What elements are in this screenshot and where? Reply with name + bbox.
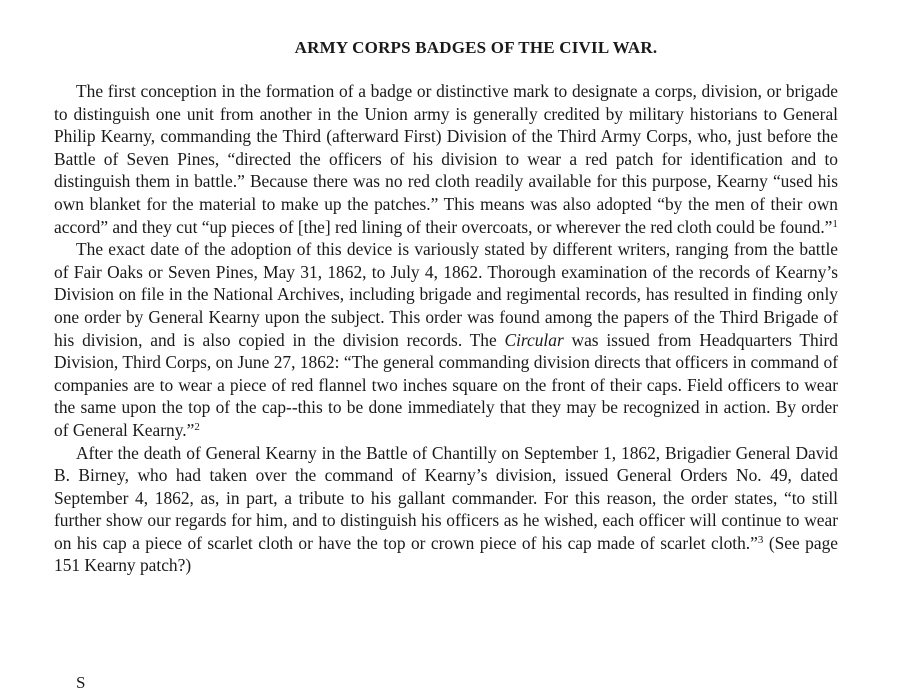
paragraph-2-text-before: The exact date of the adoption of this device is variously stated by different writers, ranging from the battle of Fair Oaks or Seven Pines, May 31, 1862, to July 4, 1862. Thorough examination of the records of Kearny’s Division on file in the National Archives, including brigade and regimental records, has resulted in finding only one order by General Kearny upon the subject. This order was found among the papers of the Third Brigade of his division, and is also copied in the division records. The <box>54 239 838 350</box>
paragraph-2 <box>54 238 838 441</box>
paragraph-2-text-after: was issued from Headquarters Third Division, Third Corps, on June 27, 1862: “The general commanding division directs that officers in command of companies are to wear a piece of red flannel two inches square on the front of their caps. Field officers to wear the same upon the top of the cap--this to be done immediately that they may be recognized in action. By order of General Kearny.” <box>54 329 839 440</box>
paragraph-3-text: After the death of General Kearny in the Battle of Chantilly on September 1, 1862, Brigadier General David B. Birney, who had taken over the command of Kearny’s division, issued General Orders No. 49, dated September 4, 1862, as, in part, a tribute to his gallant commander. For this reason, the order states, “to still further show our regards for him, and to distinguish his officers as he wished, each officer will continue to wear on his cap a piece of scarlet cloth or have the top or crown piece of his cap made of scarlet cloth.” <box>54 442 838 553</box>
document-title: ARMY CORPS BADGES OF THE CIVIL WAR. <box>294 38 658 57</box>
footnote-ref-3: 3 <box>757 533 764 546</box>
document-page <box>54 38 838 577</box>
paragraph-1-text: The first conception in the formation of a badge or distinctive mark to designate a corps, division, or brigade to distinguish one unit from another in the Union army is generally credited by military historians to General Philip Kearny, commanding the Third (afterward First) Division of the Third Army Corps, who, just before the Battle of Seven Pines, “directed the officers of his division to wear a red patch for identification and to distinguish them in battle.” Because there was no red cloth readily available for this purpose, Kearny “used his own blanket for the material to make up the patches.” This means was also adopted “by the men of their own accord” and they cut “up pieces of [the] red lining of their overcoats, or wherever the red cloth could be found.” <box>54 81 838 237</box>
cut-off-next-line: S <box>76 673 86 692</box>
paragraph-1 <box>54 80 838 238</box>
footnote-ref-2: 2 <box>194 420 200 433</box>
paragraph-3 <box>54 442 838 578</box>
footnote-ref-1: 1 <box>832 217 838 230</box>
page-annotation: (See page 151 Kearny patch?) <box>54 532 839 576</box>
circular-italic: Circular <box>504 329 564 350</box>
